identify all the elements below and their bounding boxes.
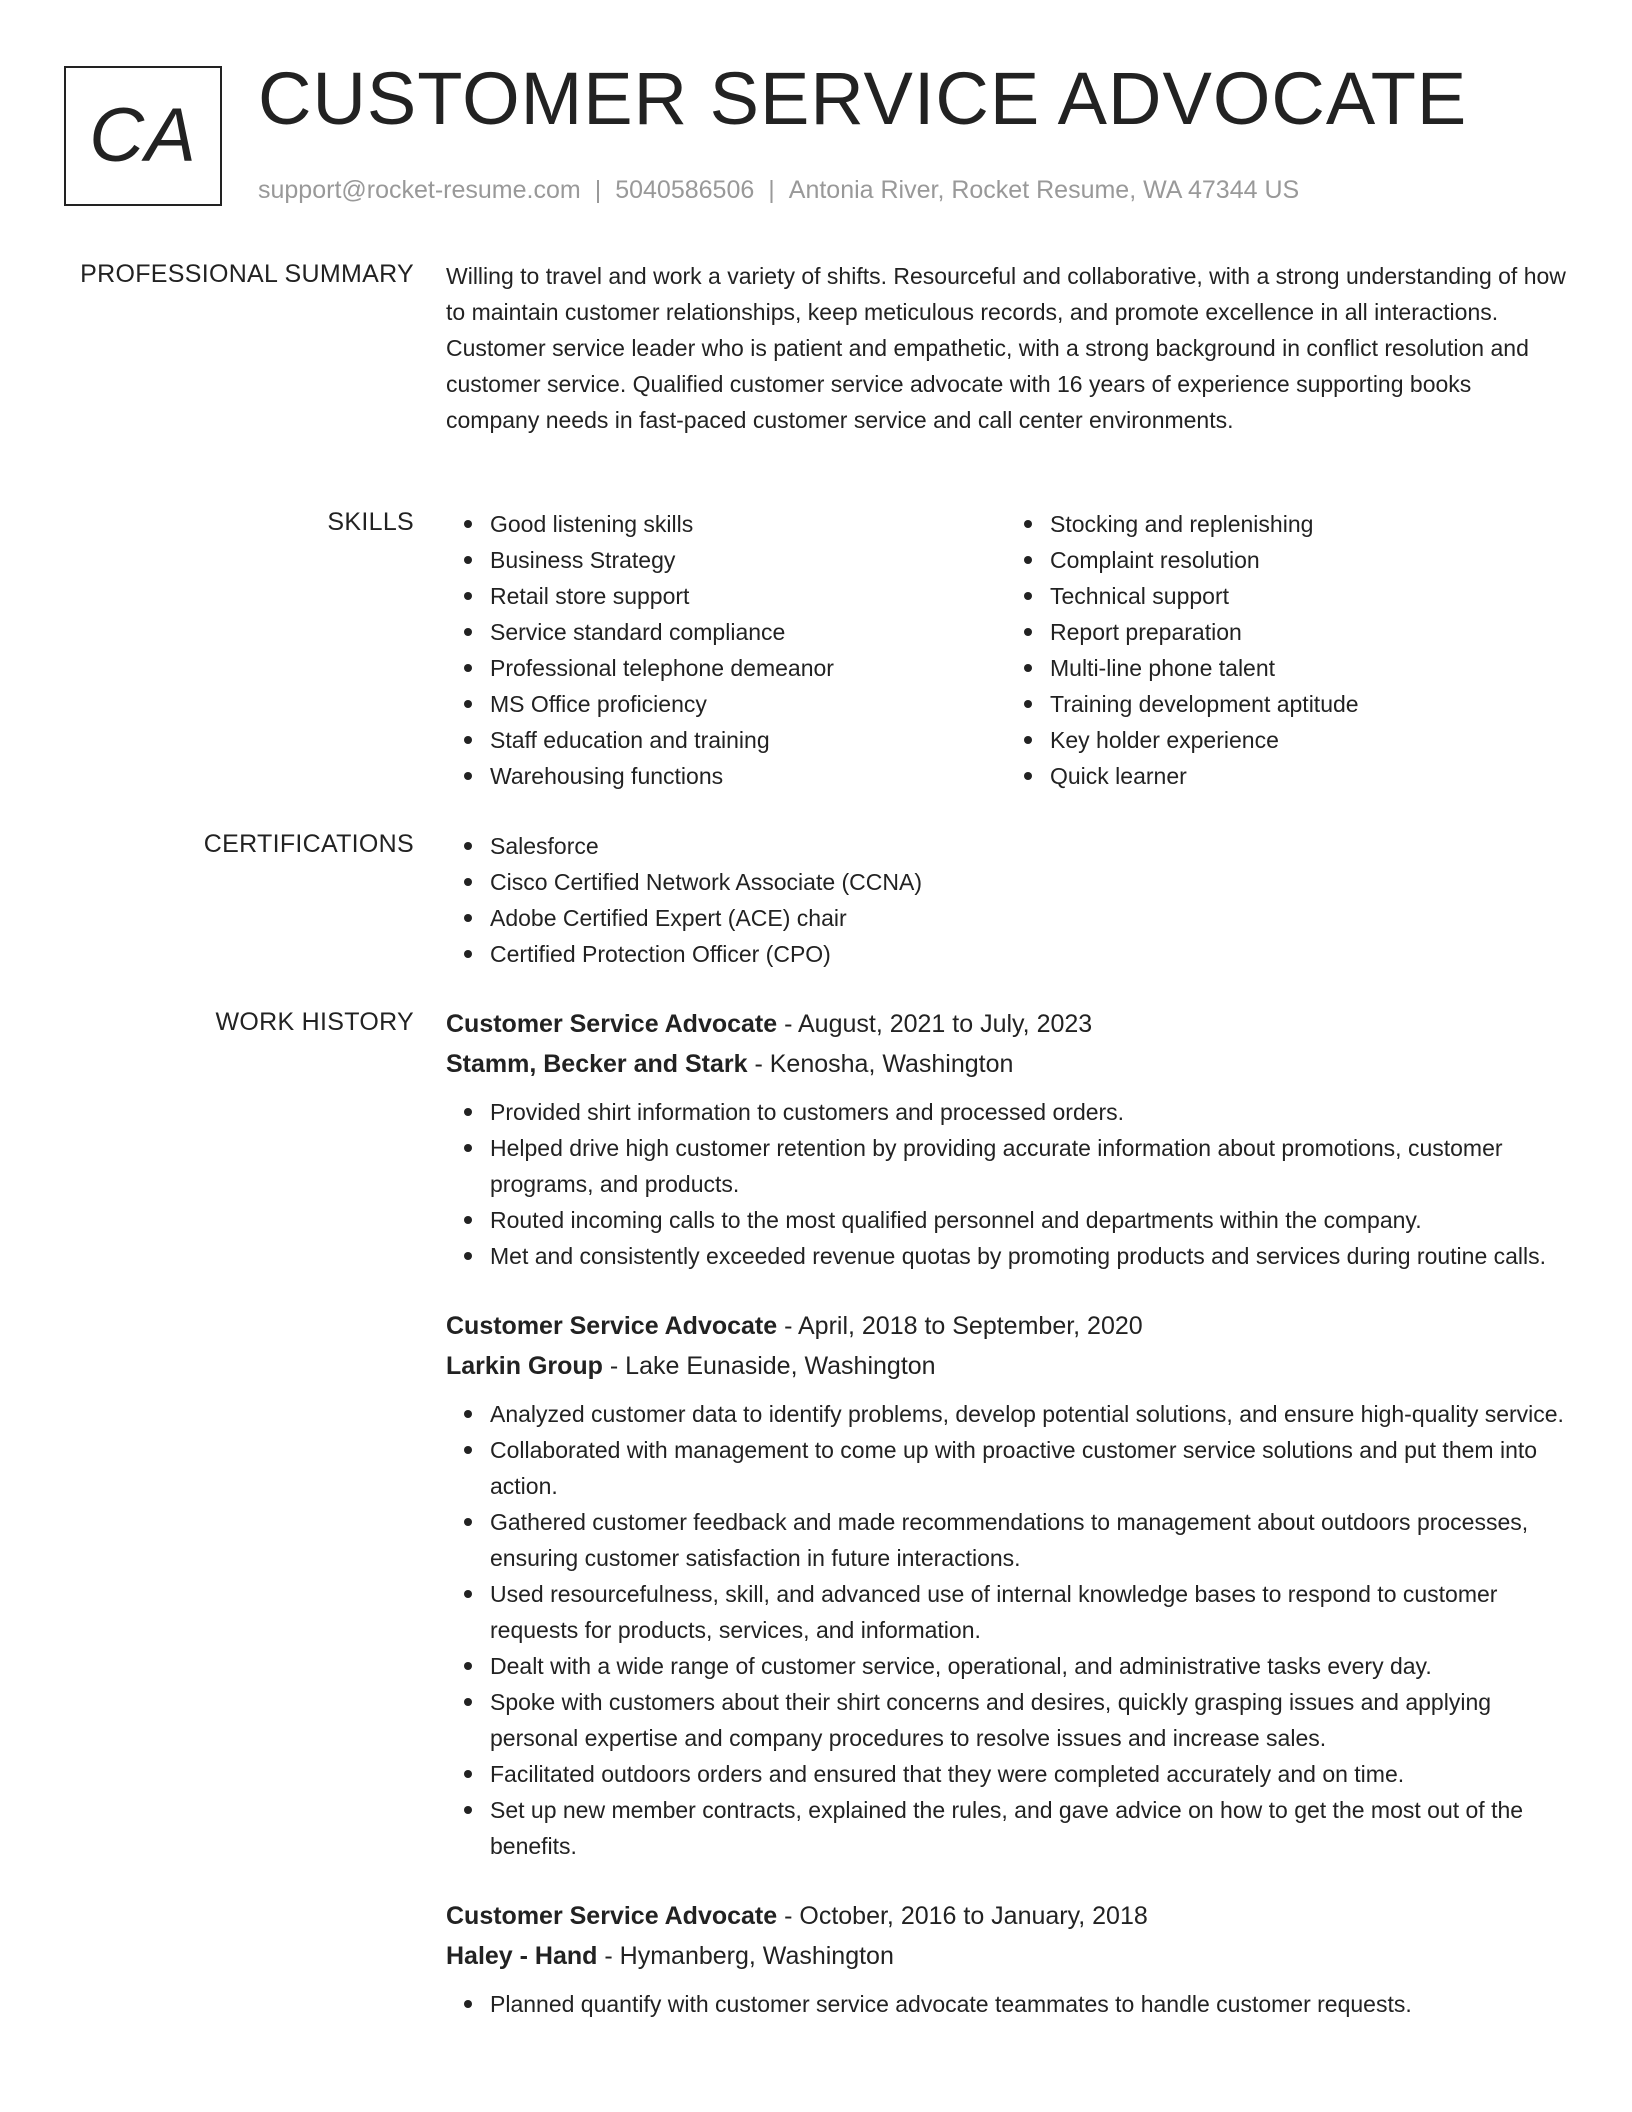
certification-item: Certified Protection Officer (CPO) (490, 936, 1566, 972)
job-bullet: Gathered customer feedback and made recommendations to management about outdoors processes, ensuring customer satisfaction in future interactions. (490, 1504, 1566, 1576)
work-history-body (446, 1004, 1566, 2054)
job-bullet: Routed incoming calls to the most qualified personnel and departments within the company. (490, 1202, 1566, 1238)
certifications-body (446, 828, 1566, 972)
summary-body (446, 258, 1566, 438)
contact-line (258, 176, 1299, 205)
skill-item: Service standard compliance (490, 614, 1006, 650)
skill-item: Good listening skills (490, 506, 1006, 542)
skill-item: Multi-line phone talent (1050, 650, 1566, 686)
certification-item: Salesforce (490, 828, 1566, 864)
job-company: Larkin Group (446, 1352, 603, 1380)
job-dates: - April, 2018 to September, 2020 (777, 1312, 1143, 1340)
skill-item: Staff education and training (490, 722, 1006, 758)
job-entry (446, 1896, 1566, 2022)
job-bullet: Met and consistently exceeded revenue quotas by promoting products and services during routine calls. (490, 1238, 1566, 1274)
job-entry (446, 1004, 1566, 1274)
job-title-line (446, 1896, 1566, 1936)
job-bullet: Dealt with a wide range of customer service, operational, and administrative tasks every day. (490, 1648, 1566, 1684)
skill-item: Retail store support (490, 578, 1006, 614)
job-company-line (446, 1936, 1566, 1976)
work-history-label: WORK HISTORY (215, 1008, 414, 1036)
job-title: Customer Service Advocate (446, 1010, 778, 1038)
job-bullet: Facilitated outdoors orders and ensured that they were completed accurately and on time. (490, 1756, 1566, 1792)
skill-item: Quick learner (1050, 758, 1566, 794)
job-dates: - August, 2021 to July, 2023 (777, 1010, 1093, 1038)
job-bullets (446, 1396, 1566, 1864)
certifications-list (446, 828, 1566, 972)
certification-item: Adobe Certified Expert (ACE) chair (490, 900, 1566, 936)
job-company-line (446, 1346, 1566, 1386)
skill-item: Training development aptitude (1050, 686, 1566, 722)
job-bullets (446, 1094, 1566, 1274)
job-bullet: Collaborated with management to come up with proactive customer service solutions and put them into action. (490, 1432, 1566, 1504)
contact-separator: | (594, 176, 602, 204)
skills-list-left (446, 506, 1006, 794)
job-bullet: Helped drive high customer retention by providing accurate information about promotions, customer programs, and products. (490, 1130, 1566, 1202)
contact-phone[interactable]: 5040586506 (615, 176, 755, 204)
certification-item: Cisco Certified Network Associate (CCNA) (490, 864, 1566, 900)
contact-address: Antonia River, Rocket Resume, WA 47344 US (788, 176, 1300, 204)
job-company: Stamm, Becker and Stark (446, 1050, 748, 1078)
job-company: Haley - Hand (446, 1942, 598, 1970)
job-company-line (446, 1044, 1566, 1084)
skill-item: Complaint resolution (1050, 542, 1566, 578)
job-location: - Kenosha, Washington (747, 1050, 1014, 1078)
job-title: Customer Service Advocate (446, 1902, 778, 1930)
skills-list-right (1006, 506, 1566, 794)
skill-item: Key holder experience (1050, 722, 1566, 758)
job-title-line (446, 1306, 1566, 1346)
job-bullet: Analyzed customer data to identify problems, develop potential solutions, and ensure high-quality service. (490, 1396, 1566, 1432)
skills-body (446, 506, 1566, 794)
job-location: - Lake Eunaside, Washington (602, 1352, 936, 1380)
job-dates: - October, 2016 to January, 2018 (777, 1902, 1148, 1930)
resume-title: CUSTOMER SERVICE ADVOCATE (258, 57, 1468, 140)
contact-separator: | (768, 176, 775, 204)
job-bullet: Set up new member contracts, explained the rules, and gave advice on how to get the most out of the benefits. (490, 1792, 1566, 1864)
skill-item: Technical support (1050, 578, 1566, 614)
job-title: Customer Service Advocate (446, 1312, 778, 1340)
job-bullet: Spoke with customers about their shirt concerns and desires, quickly grasping issues and applying personal expertise and company procedures to resolve issues and increase sales. (490, 1684, 1566, 1756)
summary-text: Willing to travel and work a variety of shifts. Resourceful and collaborative, with a strong understanding of how to maintain customer relationships, keep meticulous records, and promote excellence in all interactions. Customer service leader who is patient and empathetic, with a strong background in conflict resolution and customer service. Qualified customer service advocate with 16 years of experience supporting books company needs in fast-paced customer service and call center environments. (446, 263, 1566, 433)
job-bullet: Provided shirt information to customers and processed orders. (490, 1094, 1566, 1130)
job-location: - Hymanberg, Washington (597, 1942, 894, 1970)
job-title-line (446, 1004, 1566, 1044)
skills-label: SKILLS (327, 508, 414, 536)
certifications-label: CERTIFICATIONS (203, 830, 414, 858)
skill-item: Stocking and replenishing (1050, 506, 1566, 542)
monogram-box (64, 66, 222, 206)
skill-item: Business Strategy (490, 542, 1006, 578)
job-bullets (446, 1986, 1566, 2022)
job-bullet: Planned quantify with customer service advocate teammates to handle customer requests. (490, 1986, 1566, 2022)
skill-item: Warehousing functions (490, 758, 1006, 794)
summary-label: PROFESSIONAL SUMMARY (80, 260, 414, 288)
job-entry (446, 1306, 1566, 1864)
skill-item: Report preparation (1050, 614, 1566, 650)
skill-item: Professional telephone demeanor (490, 650, 1006, 686)
skill-item: MS Office proficiency (490, 686, 1006, 722)
monogram-initials: CA (89, 93, 197, 178)
job-bullet: Used resourcefulness, skill, and advanced use of internal knowledge bases to respond to customer requests for products, services, and information. (490, 1576, 1566, 1648)
contact-email[interactable]: support@rocket-resume.com (258, 176, 581, 204)
